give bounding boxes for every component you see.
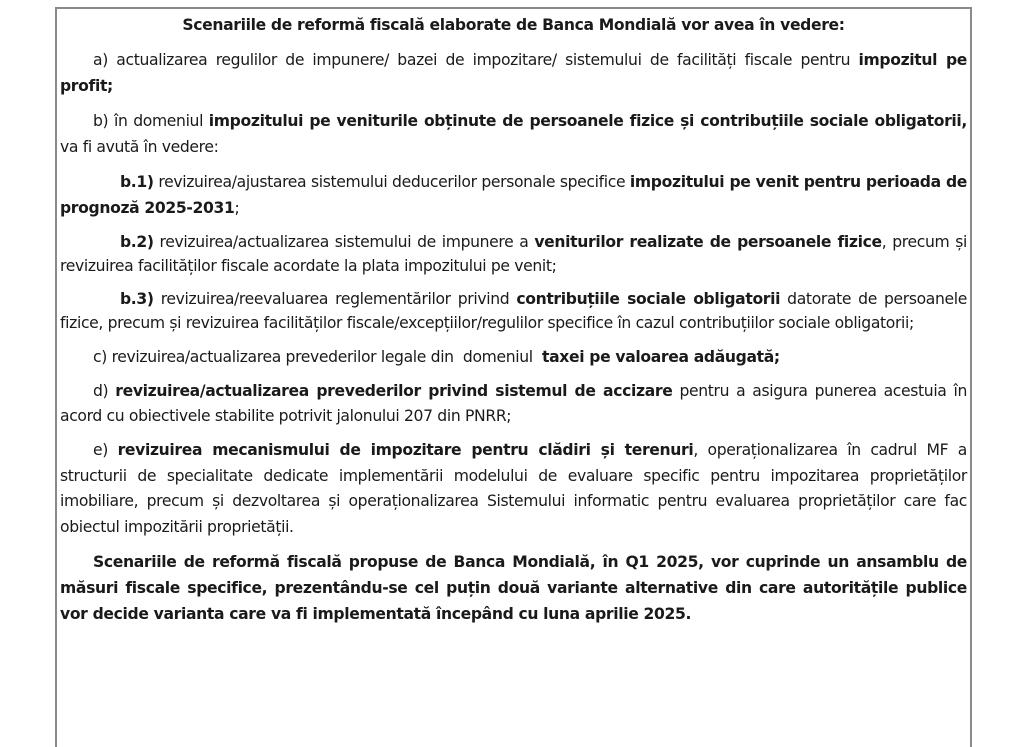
item-b1 xyxy=(60,169,967,221)
item-e-text-end: , operaționalizarea în cadrul MF a structurii de specialitate dedicate implementării modelului de evaluare specific pentru impozitarea proprietăților imobiliare, precum și dezvoltarea și operaționalizarea Sistemului informatic pentru evaluarea proprietăților care fac obiectul impozitării proprietății. xyxy=(60,441,967,536)
item-a-text: a) actualizarea regulilor de impunere/ bazei de impozitare/ sistemului de facilități fiscale pentru xyxy=(93,51,859,69)
item-d xyxy=(60,379,967,429)
item-d-text: d) xyxy=(93,382,116,400)
item-b1-label: b.1) xyxy=(120,173,154,191)
item-b3-bold: contribuțiile sociale obligatorii xyxy=(516,290,781,308)
item-e-text: e) xyxy=(93,441,118,459)
item-b2-text-end: , precum și revizuirea facilităților fiscale acordate la plata impozitului pe venit; xyxy=(60,233,967,275)
item-b2-label: b.2) xyxy=(120,233,154,251)
item-b3-text-end: datorate de persoanele fizice, precum și revizuirea facilităților fiscale/excepțiilor/regulilor specifice în cazul contribuțiilor sociale obligatorii; xyxy=(60,290,968,332)
item-b3-text: revizuirea/reevaluarea reglementărilor privind xyxy=(153,290,517,308)
item-c-text: c) revizuirea/actualizarea prevederilor legale din domeniul xyxy=(93,348,542,366)
item-b-text: b) în domeniul xyxy=(93,112,209,130)
item-a-bold: impozitul pe profit; xyxy=(60,51,967,95)
conclusion-text: Scenariile de reformă fiscală propuse de Banca Mondială, în Q1 2025, vor cuprinde un ansamblu de măsuri fiscale specifice, prezentându-se cel puțin două variante alternative din care autoritățile publice vor decide varianta care va fi implementată începând cu luna aprilie 2025. xyxy=(60,553,967,623)
item-b3-label: b.3) xyxy=(120,290,154,308)
item-b1-text: revizuirea/ajustarea sistemului deducerilor personale specifice xyxy=(153,173,630,191)
item-b2 xyxy=(60,230,967,278)
item-b-bold: impozitului pe veniturile obținute de persoanele fizice și contribuțiile sociale obligatorii, xyxy=(208,112,967,130)
item-d-bold: revizuirea/actualizarea prevederilor privind sistemul de accizare xyxy=(115,382,673,400)
item-b3 xyxy=(60,287,967,335)
item-e xyxy=(60,438,967,540)
document-box xyxy=(55,7,972,747)
item-e-bold: revizuirea mecanismului de impozitare pentru clădiri și terenuri xyxy=(117,441,694,459)
item-c-bold: taxei pe valoarea adăugată; xyxy=(542,348,780,366)
item-c xyxy=(60,344,967,370)
item-b2-text: revizuirea/actualizarea sistemului de impunere a xyxy=(153,233,535,251)
document-title: Scenariile de reformă fiscală elaborate de Banca Mondială vor avea în vedere: xyxy=(182,16,845,34)
item-b1-text-end: ; xyxy=(234,199,240,217)
item-d-text-end: pentru a asigura punerea acestuia în acord cu obiectivele stabilite potrivit jalonului 207 din PNRR; xyxy=(60,382,967,425)
item-b1-bold: impozitului pe venit pentru perioada de prognoză 2025-2031 xyxy=(60,173,967,217)
item-b-text-end: va fi avută în vedere: xyxy=(60,138,219,156)
item-b xyxy=(60,108,967,160)
conclusion xyxy=(60,549,967,627)
item-b2-bold: veniturilor realizate de persoanele fizice xyxy=(534,233,882,251)
item-a xyxy=(60,47,967,99)
